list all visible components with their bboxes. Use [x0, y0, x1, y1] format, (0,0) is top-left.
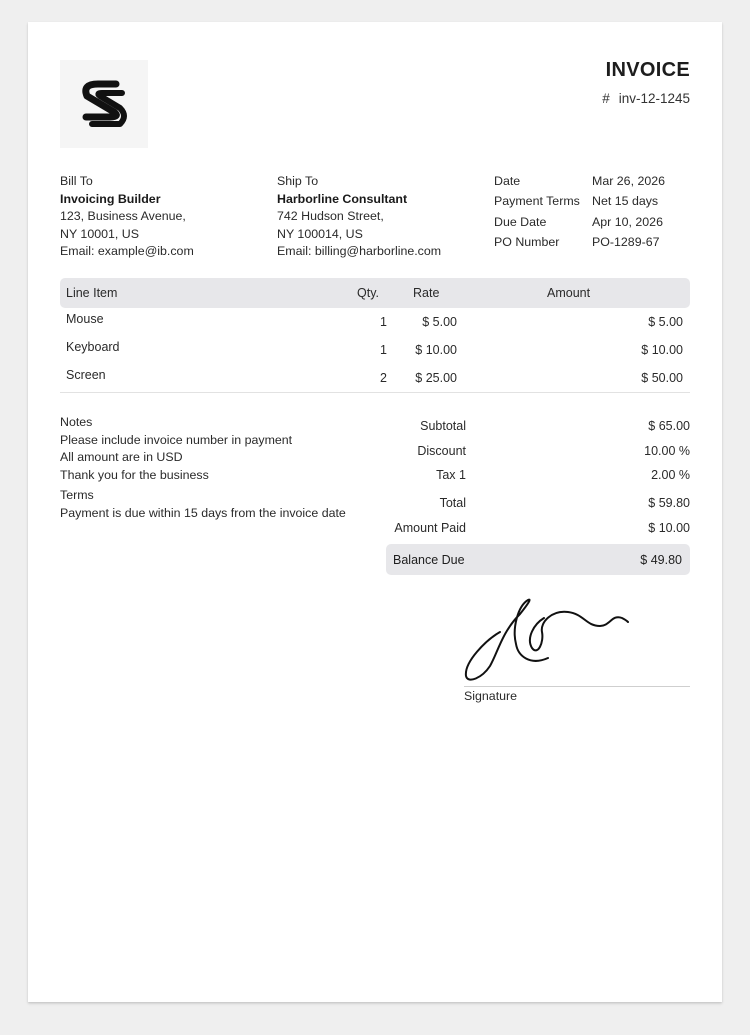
header-rate: Rate — [413, 286, 440, 300]
balance-due-row — [386, 544, 690, 575]
balance-label: Balance Due — [393, 553, 465, 567]
row-rate: $ 10.00 — [415, 343, 457, 357]
row-item: Screen — [66, 368, 106, 382]
totals-value: $ 65.00 — [648, 419, 690, 433]
row-amount: $ 5.00 — [648, 315, 683, 329]
totals-label: Tax 1 — [436, 468, 466, 482]
invoice-number-value: inv-12-1245 — [618, 91, 690, 106]
totals-value: 2.00 % — [651, 468, 690, 482]
bill-to-label: Bill To — [60, 174, 93, 188]
signature-label: Signature — [464, 689, 518, 703]
totals-label: Discount — [417, 444, 466, 458]
totals-value: 10.00 % — [644, 444, 690, 458]
bill-to-address1: 123, Business Avenue, — [60, 209, 186, 223]
notes-line: Thank you for the business — [60, 467, 209, 482]
meta-key: Due Date — [494, 214, 547, 229]
totals-row-total — [386, 496, 690, 514]
row-item: Keyboard — [66, 340, 120, 354]
meta-row-due-date — [494, 212, 665, 232]
meta-value: Net 15 days — [592, 194, 659, 209]
totals-value: $ 59.80 — [648, 496, 690, 510]
row-item: Mouse — [66, 312, 104, 326]
ship-to-email: Email: billing@harborline.com — [277, 244, 442, 258]
header-amount: Amount — [547, 286, 591, 300]
row-qty: 1 — [380, 315, 387, 329]
row-amount: $ 10.00 — [641, 343, 683, 357]
company-logo — [60, 60, 148, 148]
signature-line — [464, 686, 690, 687]
line-items-header — [60, 278, 690, 308]
meta-key: Date — [494, 174, 521, 188]
row-qty: 1 — [380, 343, 387, 357]
s-logo-icon — [76, 76, 132, 132]
notes-block — [60, 414, 346, 522]
invoice-number — [602, 91, 690, 106]
meta-row-po-number — [494, 232, 665, 252]
bill-to-address2: NY 10001, US — [60, 226, 139, 241]
meta-row-date — [494, 171, 665, 191]
bill-to-name: Invoicing Builder — [60, 191, 161, 206]
terms-label: Terms — [60, 488, 94, 502]
invoice-title: INVOICE — [605, 59, 690, 81]
row-qty: 2 — [380, 371, 387, 385]
notes-line: All amount are in USD — [60, 450, 183, 464]
terms-text: Payment is due within 15 days from the invoice date — [60, 505, 346, 520]
balance-value: $ 49.80 — [640, 553, 682, 567]
ship-to-address2: NY 100014, US — [277, 226, 363, 241]
totals-row-amount-paid — [386, 521, 690, 539]
row-rate: $ 25.00 — [415, 371, 457, 385]
table-row — [60, 340, 690, 368]
meta-value: Mar 26, 2026 — [592, 174, 666, 188]
meta-key: Payment Terms — [494, 194, 580, 209]
meta-key: PO Number — [494, 234, 560, 249]
bill-to-email: Email: example@ib.com — [60, 244, 194, 258]
totals-row-discount — [386, 444, 690, 462]
header-qty: Qty. — [357, 286, 379, 300]
bill-to-block — [60, 173, 194, 261]
invoice-meta — [494, 171, 665, 252]
notes-line: Please include invoice number in payment — [60, 432, 293, 447]
header-line-item: Line Item — [66, 286, 118, 300]
table-row — [60, 312, 690, 340]
totals-value: $ 10.00 — [648, 521, 690, 535]
ship-to-address1: 742 Hudson Street, — [277, 209, 384, 223]
ship-to-label: Ship To — [277, 174, 319, 188]
meta-row-payment-terms — [494, 191, 665, 211]
row-amount: $ 50.00 — [641, 371, 683, 385]
invoice-page — [28, 22, 722, 1002]
row-rate: $ 5.00 — [422, 315, 457, 329]
meta-value: Apr 10, 2026 — [592, 214, 663, 229]
ship-to-name: Harborline Consultant — [277, 191, 408, 206]
meta-value: PO-1289-67 — [592, 234, 660, 249]
totals-label: Total — [439, 496, 466, 510]
totals-label: Subtotal — [420, 419, 466, 433]
notes-label: Notes — [60, 415, 93, 429]
handwritten-signature — [460, 592, 630, 684]
totals-row-subtotal — [386, 419, 690, 437]
totals-row-tax — [386, 468, 690, 486]
totals-label: Amount Paid — [394, 521, 466, 535]
ship-to-block — [277, 173, 441, 261]
table-divider — [60, 392, 690, 393]
invoice-number-prefix: # — [602, 91, 610, 106]
